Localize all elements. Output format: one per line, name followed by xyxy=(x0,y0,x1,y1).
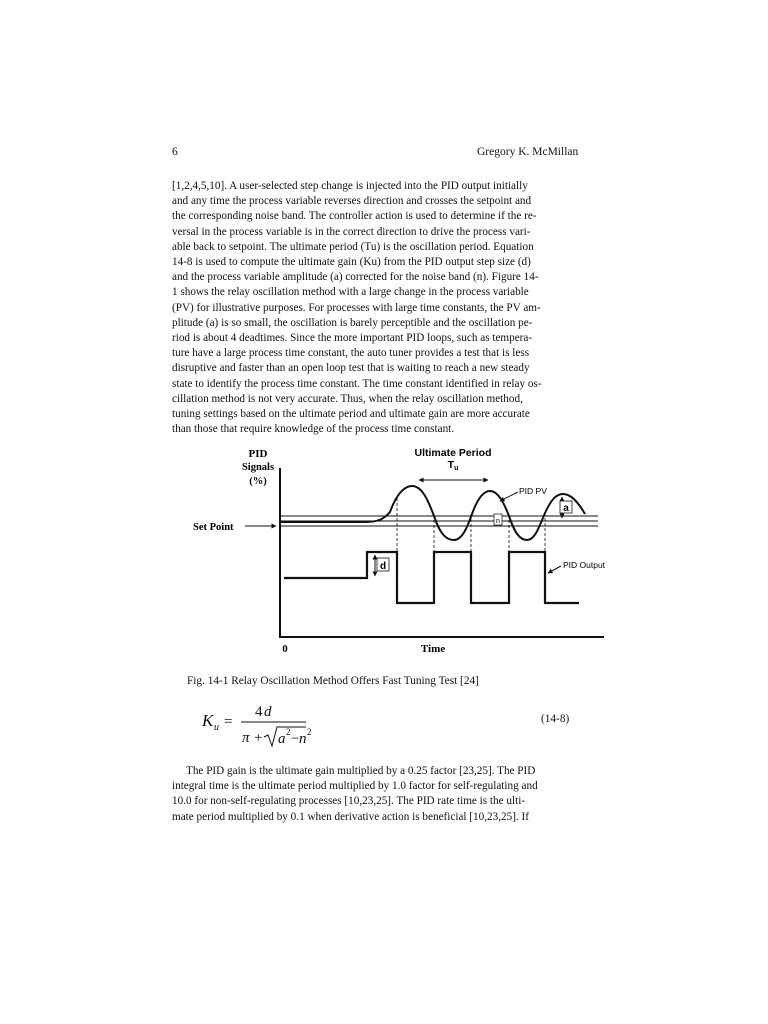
text-line: tuning settings based on the ultimate period and ultimate gain are more accurate xyxy=(172,408,530,421)
x-axis-label: Time xyxy=(420,643,446,655)
text-line: (PV) for illustrative purposes. For processes with large time constants, the PV am- xyxy=(172,301,541,314)
noise-label: n xyxy=(496,518,500,525)
text-line: state to identify the process time constant. The time constant identified in relay os- xyxy=(172,377,542,390)
text-line: [1,2,4,5,10]. A user-selected step change is injected into the PID output initially xyxy=(172,180,528,192)
text-line: the corresponding noise band. The controller action is used to determine if the re- xyxy=(172,210,537,223)
equation-14-8 xyxy=(201,704,312,747)
running-header-author: Gregory K. McMillan xyxy=(477,146,579,158)
svg-text:n: n xyxy=(299,731,307,747)
paragraph-pid-tuning xyxy=(172,764,600,825)
svg-text:−: − xyxy=(291,731,300,747)
text-line: cillation method is not very accurate. Thus, when the relay oscillation method, xyxy=(172,392,523,405)
text-line: and the process variable amplitude (a) corrected for the noise band (n). Figure 14- xyxy=(172,271,539,284)
text-line: able back to setpoint. The ultimate period (Tu) is the oscillation period. Equation xyxy=(172,240,534,253)
pid-pv-pointer xyxy=(500,492,518,501)
text-line: versal in the process variable is in the correct direction to drive the process vari- xyxy=(172,225,531,238)
svg-text:4: 4 xyxy=(255,704,263,720)
pid-output-pointer xyxy=(548,566,561,573)
svg-text:u: u xyxy=(214,722,219,733)
svg-text:=: = xyxy=(224,714,233,730)
tu-label: Tu xyxy=(447,459,459,472)
text-line: riod is about 4 deadtimes. Since the more important PID loops, such as tempera- xyxy=(172,332,533,345)
svg-text:a: a xyxy=(278,731,286,747)
text-line: mate period multiplied by 0.1 when derivative action is beneficial [10,23,25]. If xyxy=(172,810,529,823)
page-number: 6 xyxy=(172,146,178,158)
text-line: plitude (a) is so small, the oscillation is barely perceptible and the oscillation pe- xyxy=(172,316,533,329)
equation-number: (14-8) xyxy=(541,713,570,725)
text-line: disruptive and faster than an open loop test that is waiting to reach a new steady xyxy=(172,362,530,375)
svg-text:2: 2 xyxy=(286,727,291,737)
origin-label: 0 xyxy=(282,643,288,655)
svg-text:+: + xyxy=(254,730,263,746)
pid-output-label: PID Output xyxy=(563,560,606,570)
svg-text:2: 2 xyxy=(307,727,312,737)
text-line: 14-8 is used to compute the ultimate gain (Ku) from the PID output step size (d) xyxy=(172,256,531,269)
y-axis-label-line2: Signals xyxy=(241,462,275,473)
svg-text:K: K xyxy=(202,711,214,730)
figure-caption: Fig. 14-1 Relay Oscillation Method Offers Fast Tuning Test [24] xyxy=(187,675,479,687)
text-line: and any time the process variable reverses direction and crosses the setpoint and xyxy=(172,195,532,208)
text-line: 10.0 for non-self-regulating processes [10,23,25]. The PID rate time is the ulti- xyxy=(172,795,526,808)
svg-text:π: π xyxy=(242,730,250,746)
text-line: The PID gain is the ultimate gain multiplied by a 0.25 factor [23,25]. The PID xyxy=(186,765,536,777)
svg-text:d: d xyxy=(264,704,272,720)
pid-pv-label: PID PV xyxy=(519,486,547,496)
y-axis-label-line3: (%) xyxy=(249,476,267,487)
amplitude-label: a xyxy=(563,503,569,514)
y-axis-label-line1: PID xyxy=(248,448,268,460)
text-line: 1 shows the relay oscillation method with a large change in the process variable xyxy=(172,286,529,299)
text-line: ture have a large process time constant, the auto tuner provides a test that is less xyxy=(172,347,530,360)
figure-title: Ultimate Period xyxy=(414,447,492,459)
setpoint-label: Set Point xyxy=(193,522,234,533)
pid-output-signal xyxy=(284,552,579,603)
text-line: integral time is the ultimate period multiplied by 1.0 factor for self-regulating and xyxy=(172,780,538,793)
step-size-label: d xyxy=(379,561,387,572)
text-line: than those that require knowledge of the process time constant. xyxy=(172,423,455,436)
